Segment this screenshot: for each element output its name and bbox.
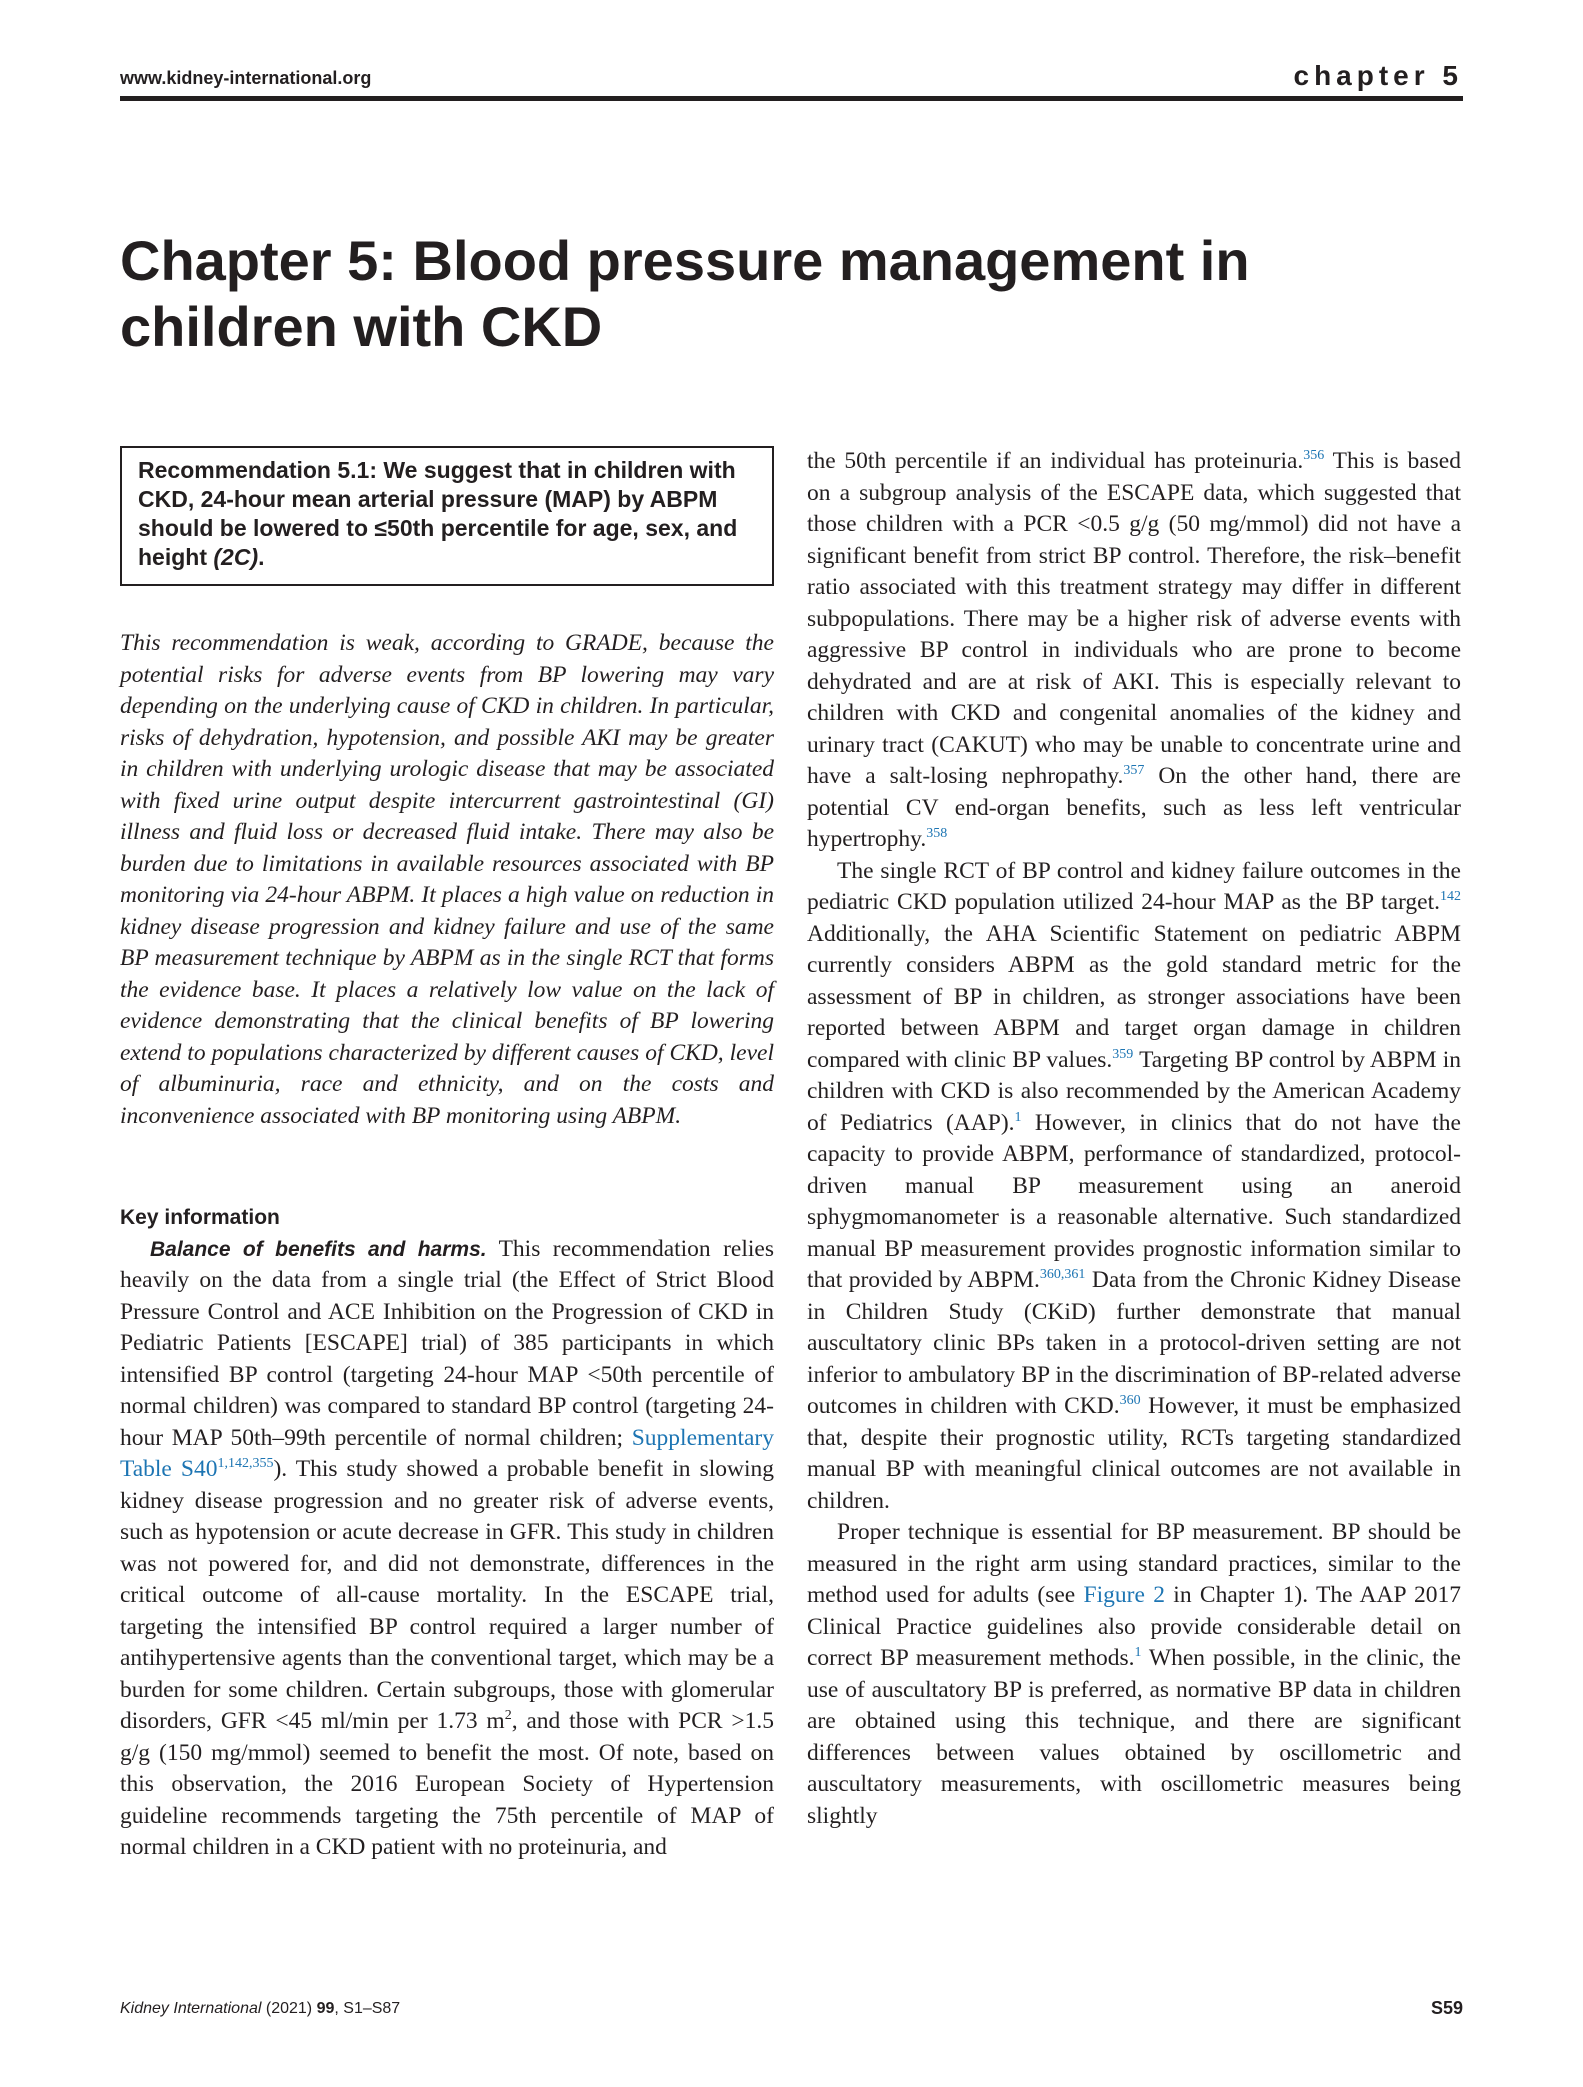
paragraph-text: On the other hand, there are potential CV end-organ benefits, such as less left ventricular hypertrophy. (807, 763, 1461, 852)
paragraph-text: The single RCT of BP control and kidney failure outcomes in the pediatric CKD population utilized 24-hour MAP as the BP target. (807, 857, 1461, 915)
recommendation-box (120, 446, 774, 586)
footer-pages: , S1–S87 (334, 2000, 401, 2017)
recommendation-period: . (258, 544, 265, 570)
paragraph-proper-technique (807, 1517, 1461, 1832)
paragraph-text: However, it must be emphasized that, despite their prognostic utility, RCTs targeting standardized manual BP with meaningful clinical outcomes are not available in children. (807, 1393, 1461, 1514)
paragraph-text: However, in clinics that do not have the capacity to provide ABPM, performance of standardized, protocol-driven manual BP measurement using an aneroid sphygmomanometer is a reasonable alternative. Such standardized manual BP measurement provides prognostic information similar to that provided by ABPM. (807, 1109, 1461, 1293)
paragraph-single-rct (807, 856, 1461, 1518)
footer-year: (2021) (261, 2000, 317, 2017)
chapter-title: Chapter 5: Blood pressure management in children with CKD (120, 229, 1250, 358)
recommendation-text (138, 456, 758, 572)
paragraph-text: This recommendation relies heavily on the data from a single trial (the Effect of Strict Blood Pressure Control and ACE Inhibition on the Progression of CKD in Pediatric Patients [ESCAPE] trial) of 385 participants in which intensified BP control (targeting 24-hour MAP <50th percentile of normal children) was compared to standard BP control (targeting 24-hour MAP 50th–99th percentile of normal children; (120, 1235, 774, 1451)
recommendation-body: Recommendation 5.1: We suggest that in children with CKD, 24-hour mean arterial pressure (MAP) by ABPM should be lowered to ≤50th percentile for age, sex, and height (138, 457, 738, 570)
paragraph-text: This is based on a subgroup analysis of the ESCAPE data, which suggested that those children with a PCR <0.5 g/g (50 mg/mmol) did not have a significant benefit from strict BP control. Therefore, the risk–benefit ratio associated with this treatment strategy may differ in different subpopulations. There may be a higher risk of adverse events with aggressive BP control in individuals who are prone to become dehydrated and are at risk of AKI. This is especially relevant to children with CKD and congenital anomalies of the kidney and urinary tract (CAKUT) who may be unable to concentrate urine and have a salt-losing nephropathy. (807, 448, 1461, 789)
paragraph-text: Targeting BP control by ABPM in children with CKD is also recommended by the American Academy of Pediatrics (AAP). (807, 1046, 1462, 1136)
citation-ref[interactable]: 1 (1134, 1645, 1142, 1661)
header-rule (120, 96, 1463, 101)
figure-2-link[interactable]: Figure 2 (1083, 1582, 1165, 1608)
paragraph-text: ). This study showed a probable benefit in slowing kidney disease progression and no greater risk of adverse events, such as hypotension or acute decrease in GFR. This study in children was not powered for, and did not demonstrate, differences in the critical outcome of all-cause mortality. In the ESCAPE trial, targeting the intensified BP control required a larger number of antihypertensive agents than the conventional target, which may be a burden for some children. Certain subgroups, those with glomerular disorders, GFR <45 ml/min per 1.73 m (120, 1456, 774, 1734)
footer-journal-name: Kidney International (120, 2000, 262, 2017)
paragraph-proteinuria (807, 446, 1461, 856)
citation-ref[interactable]: 360,361 (1039, 1267, 1086, 1283)
superscript-squared: 2 (504, 1708, 512, 1724)
page-number: S59 (1430, 1998, 1463, 2018)
citation-ref[interactable]: 1 (1014, 1109, 1022, 1125)
paragraph-text: When possible, in the clinic, the use of auscultatory BP is preferred, as normative BP data in children are obtained using this technique, and there are significant differences between values obtained by oscillometric and auscultatory measurements, with oscillometric measures being slightly (807, 1645, 1461, 1829)
recommendation-grade: (2C) (213, 544, 259, 570)
recommendation-rationale: This recommendation is weak, according to GRADE, because the potential risks for adverse events from BP lowering may vary depending on the underlying cause of CKD in children. In particular, risks of dehydration, hypotension, and possible AKI may be greater in children with underlying urologic disease that may be associated with fixed urine output despite intercurrent gastrointestinal (GI) illness and fluid loss or decreased fluid intake. There may also be burden due to limitations in available resources associated with BP monitoring via 24-hour ABPM. It places a high value on reduction in kidney disease progression and kidney failure and use of the same BP measurement technique by ABPM as in the single RCT that forms the evidence base. It places a relatively low value on the lack of evidence demonstrating that the clinical benefits of BP lowering extend to populations characterized by different causes of CKD, level of albuminuria, race and ethnicity, and on the costs and inconvenience associated with BP monitoring using ABPM. (120, 630, 774, 1129)
running-head-chapter: chapter 5 (1293, 60, 1463, 91)
citation-ref[interactable]: 142 (1440, 889, 1461, 905)
right-column (807, 446, 1461, 1832)
supplementary-table-link[interactable]: Supplementary Table S40 (120, 1424, 774, 1482)
section-heading-key-information: Key information (120, 1206, 280, 1229)
citation-ref[interactable]: 358 (926, 826, 948, 842)
subheading-balance-of-benefits: Balance of benefits and harms. (150, 1237, 487, 1261)
citation-ref[interactable]: 357 (1123, 763, 1145, 779)
paragraph-text: Additionally, the AHA Scientific Statement on pediatric ABPM currently considers ABPM as the gold standard metric for the assessment of BP in children, as stronger associations have been reported between ABPM and target organ damage in children compared with clinic BP values. (807, 920, 1461, 1073)
paragraph-text: Data from the Chronic Kidney Disease in Children Study (CKiD) further demonstrate that manual auscultatory clinic BPs taken in a protocol-driven setting are not inferior to ambulatory BP in the discrimination of BP-related adverse outcomes in children with CKD. (807, 1267, 1461, 1419)
left-column (120, 446, 774, 1864)
citation-ref[interactable]: 1,142,355 (217, 1456, 274, 1472)
citation-ref[interactable]: 360 (1119, 1393, 1141, 1409)
journal-url: www.kidney-international.org (120, 68, 372, 88)
paragraph-balance-of-benefits (120, 1234, 774, 1864)
paragraph-text: in Chapter 1). The AAP 2017 Clinical Practice guidelines also provide considerable detail on correct BP measurement methods. (807, 1582, 1461, 1671)
paragraph-text: , and those with PCR >1.5 g/g (150 mg/mmol) seemed to benefit the most. Of note, based on this observation, the 2016 European Society of Hypertension guideline recommends targeting the 75th percentile of MAP of normal children in a CKD patient with no proteinuria, and (120, 1708, 774, 1860)
paragraph-text: the 50th percentile if an individual has proteinuria. (807, 448, 1304, 474)
citation-ref[interactable]: 356 (1303, 448, 1325, 464)
paragraph-text: Proper technique is essential for BP measurement. BP should be measured in the right arm using standard practices, similar to the method used for adults (see (807, 1519, 1461, 1608)
footer-citation (120, 2000, 400, 2018)
footer-volume: 99 (316, 2000, 335, 2017)
citation-ref[interactable]: 359 (1112, 1046, 1134, 1062)
